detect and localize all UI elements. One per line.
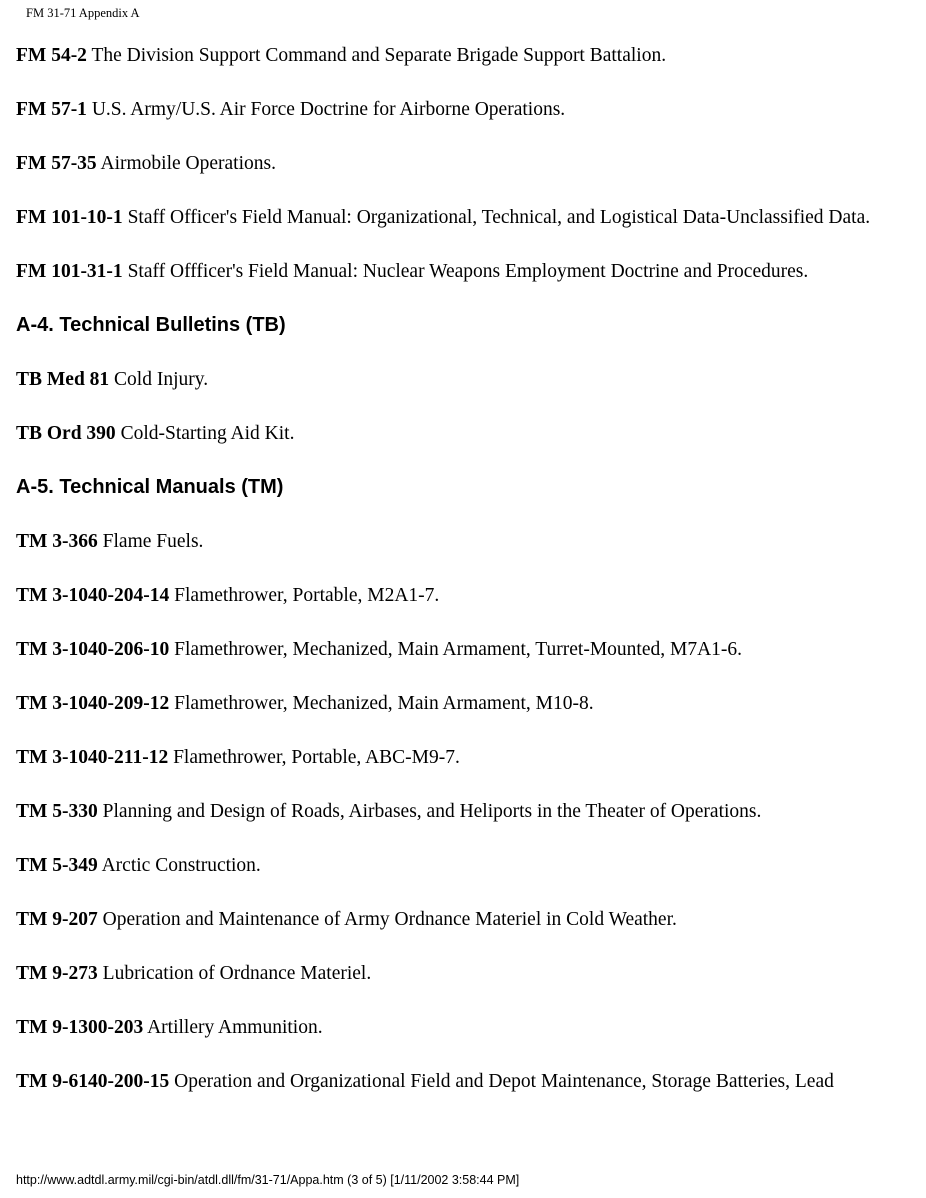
- entry-code: TM 3-1040-206-10: [16, 639, 170, 660]
- entry-code: FM 54-2: [16, 45, 87, 66]
- entry-code: TM 5-330: [16, 801, 98, 822]
- reference-entry: [16, 96, 912, 123]
- entry-title: Flamethrower, Mechanized, Main Armament, M10-8.: [174, 693, 594, 714]
- entry-code: FM 101-31-1: [16, 261, 123, 282]
- entry-code: FM 101-10-1: [16, 207, 123, 228]
- entry-title: The Division Support Command and Separate Brigade Support Battalion.: [91, 45, 667, 66]
- entry-code: TM 3-1040-211-12: [16, 747, 169, 768]
- entry-title: Cold Injury.: [114, 369, 209, 390]
- entry-title: Lubrication of Ordnance Materiel.: [102, 963, 372, 984]
- entry-title: Operation and Maintenance of Army Ordnance Materiel in Cold Weather.: [102, 909, 677, 930]
- entry-title: Staff Officer's Field Manual: Organizational, Technical, and Logistical Data-Unclassified Data.: [127, 207, 871, 228]
- entry-code: TB Med 81: [16, 369, 110, 390]
- entry-code: FM 57-1: [16, 99, 87, 120]
- entry-title: Arctic Construction.: [101, 855, 261, 876]
- entry-code: FM 57-35: [16, 153, 97, 174]
- reference-entry: [16, 582, 912, 609]
- reference-entry: [16, 906, 912, 933]
- entry-code: TB Ord 390: [16, 423, 116, 444]
- reference-entry: [16, 1068, 912, 1095]
- entry-title: Flame Fuels.: [102, 531, 204, 552]
- reference-entry: [16, 744, 912, 771]
- entry-title: Operation and Organizational Field and Depot Maintenance, Storage Batteries, Lead: [174, 1071, 834, 1092]
- entry-title: Staff Offficer's Field Manual: Nuclear Weapons Employment Doctrine and Procedures.: [127, 261, 809, 282]
- reference-entry: [16, 636, 912, 663]
- reference-entry: [16, 960, 912, 987]
- entry-code: TM 3-366: [16, 531, 98, 552]
- reference-entry: [16, 798, 912, 825]
- entry-title: U.S. Army/U.S. Air Force Doctrine for Airborne Operations.: [91, 99, 566, 120]
- entry-title: Flamethrower, Portable, M2A1-7.: [174, 585, 440, 606]
- reference-entry: [16, 690, 912, 717]
- reference-entry: [16, 852, 912, 879]
- reference-entry: [16, 258, 912, 285]
- document-body: [16, 42, 912, 1122]
- entry-code: TM 3-1040-209-12: [16, 693, 170, 714]
- entry-code: TM 5-349: [16, 855, 98, 876]
- reference-entry: [16, 150, 912, 177]
- reference-entry: [16, 366, 912, 393]
- entry-code: TM 3-1040-204-14: [16, 585, 170, 606]
- entry-code: TM 9-6140-200-15: [16, 1071, 170, 1092]
- page-header: FM 31-71 Appendix A: [26, 6, 140, 20]
- entry-code: TM 9-207: [16, 909, 98, 930]
- reference-entry: [16, 420, 912, 447]
- reference-entry: [16, 1014, 912, 1041]
- entry-code: TM 9-273: [16, 963, 98, 984]
- section-heading-technical-bulletins: A-4. Technical Bulletins (TB): [16, 314, 286, 336]
- reference-entry: [16, 204, 912, 231]
- section-heading-technical-manuals: A-5. Technical Manuals (TM): [16, 476, 284, 498]
- reference-entry: [16, 42, 912, 69]
- entry-code: TM 9-1300-203: [16, 1017, 144, 1038]
- entry-title: Planning and Design of Roads, Airbases, and Heliports in the Theater of Operations.: [102, 801, 762, 822]
- entry-title: Flamethrower, Portable, ABC-M9-7.: [173, 747, 460, 768]
- entry-title: Artillery Ammunition.: [147, 1017, 323, 1038]
- entry-title: Airmobile Operations.: [100, 153, 276, 174]
- reference-entry: [16, 528, 912, 555]
- entry-title: Flamethrower, Mechanized, Main Armament, Turret-Mounted, M7A1-6.: [174, 639, 743, 660]
- page-footer-url: http://www.adtdl.army.mil/cgi-bin/atdl.dll/fm/31-71/Appa.htm (3 of 5) [1/11/2002 3:58:44 PM]: [16, 1173, 520, 1187]
- entry-title: Cold-Starting Aid Kit.: [120, 423, 295, 444]
